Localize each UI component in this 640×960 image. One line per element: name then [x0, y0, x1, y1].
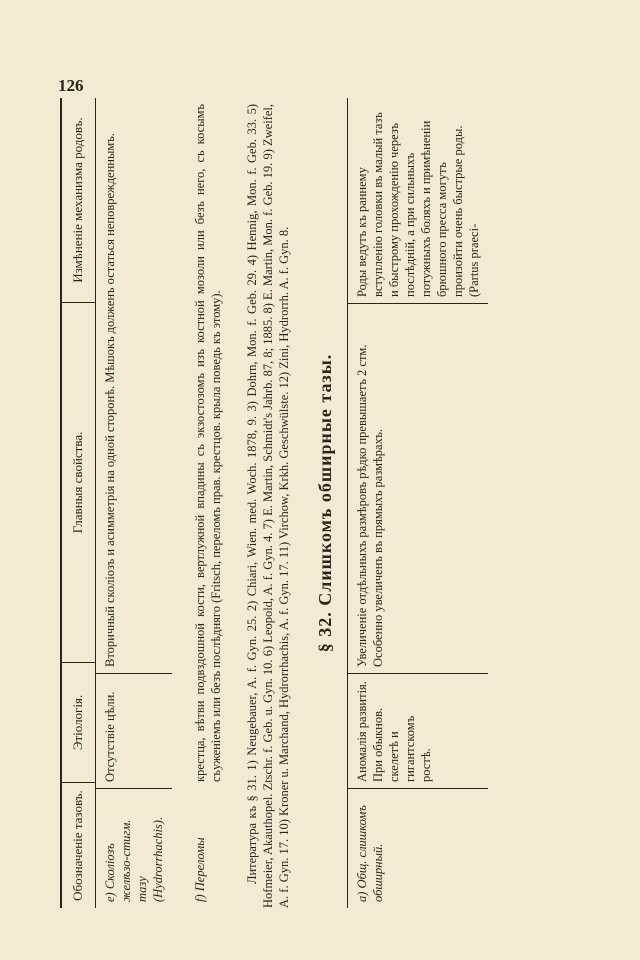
row-e-properties: Вторичный сколіозъ и асимметрія на одной сторонѣ. Мѣшокъ долженъ остаться неповрежденнымъ.: [102, 133, 117, 667]
row-a-mechanism: Роды ведутъ къ раннему вступленію головки въ малый тазъ и быстрому прохожденію черезъ послѣдній, а при сильныхъ потужныхъ боляхъ и примѣненіи брюшного пресса могутъ произойти очень быстрые роды. (Partus praeci-: [354, 112, 481, 297]
table-row-f: [186, 98, 230, 908]
section-title: § 32. Слишкомъ обширные тазы.: [314, 353, 335, 653]
row-f-name: f) Переломы: [192, 837, 207, 902]
table-row-e: [96, 98, 172, 908]
header-mechanism: Измѣненіе механизма родовъ.: [70, 117, 85, 283]
row-a-etiology: Аномалія развитія. При обыкнов. скелетѣ и гигантскомъ ростѣ.: [348, 673, 488, 788]
header-etiology: Этіологія.: [61, 662, 95, 782]
row-e-name: е) Сколіозъ желѣзо-стигм. тазу (Hydrorrhachis).: [96, 788, 172, 908]
table-header: [60, 98, 96, 908]
table-row-a: [347, 98, 488, 908]
page-number: 126: [58, 76, 84, 95]
row-e-etiology: Отсутствіе цѣли.: [96, 673, 172, 788]
rotated-page-content: [60, 98, 480, 908]
header-designation: Обозначеніе тазовъ.: [61, 783, 95, 908]
row-f-text: крестца, вѣтви подвздошной кости, вертлужной впадины съ экзостозомъ изъ костной мозоли или безъ него, съ косымъ съуженіемъ или безъ послѣдняго (Fritsch, переломъ прав. крестцов. крыла поведь къ этому).: [192, 104, 223, 782]
row-a-name: а) Общ. слишкомъ обширный.: [348, 788, 488, 908]
header-properties: Главныя свойства.: [61, 303, 95, 663]
row-a-properties: Увеличеніе отдѣльныхъ размѣровъ рѣдко превышаетъ 2 стм. Особенно увеличенъ въ прямыхъ размѣрахъ.: [348, 303, 488, 673]
literature-paragraph: Литература къ § 31. 1) Neugebauer, A. f. Gyn. 25. 2) Chiari, Wien. med. Woch. 1878, 9. 3) Dohrn, Mon. f. Geb. 29. 4) Hennig, Mon. f. Geb. 33. 5) Hofmeier, Akauthopel. Ztschr. f. Geb. u. Gyn. 10. 6) Leopold, A. f. Gyn. 4. 7) E. Martin, Schmidt's Jahrb. 87, 8; 1885. 8) E. Martin, Mon. f. Geb. 19. 9) Zweifel, A. f. Gyn. 17. 10) Kroner u. Marchand, Hydrorrhachis, A. f. Gyn. 17. 11) Virchow, Krkh. Geschwülste. 12) Zini, Hydrorrh. A. f. Gyn. 8.: [244, 104, 291, 908]
